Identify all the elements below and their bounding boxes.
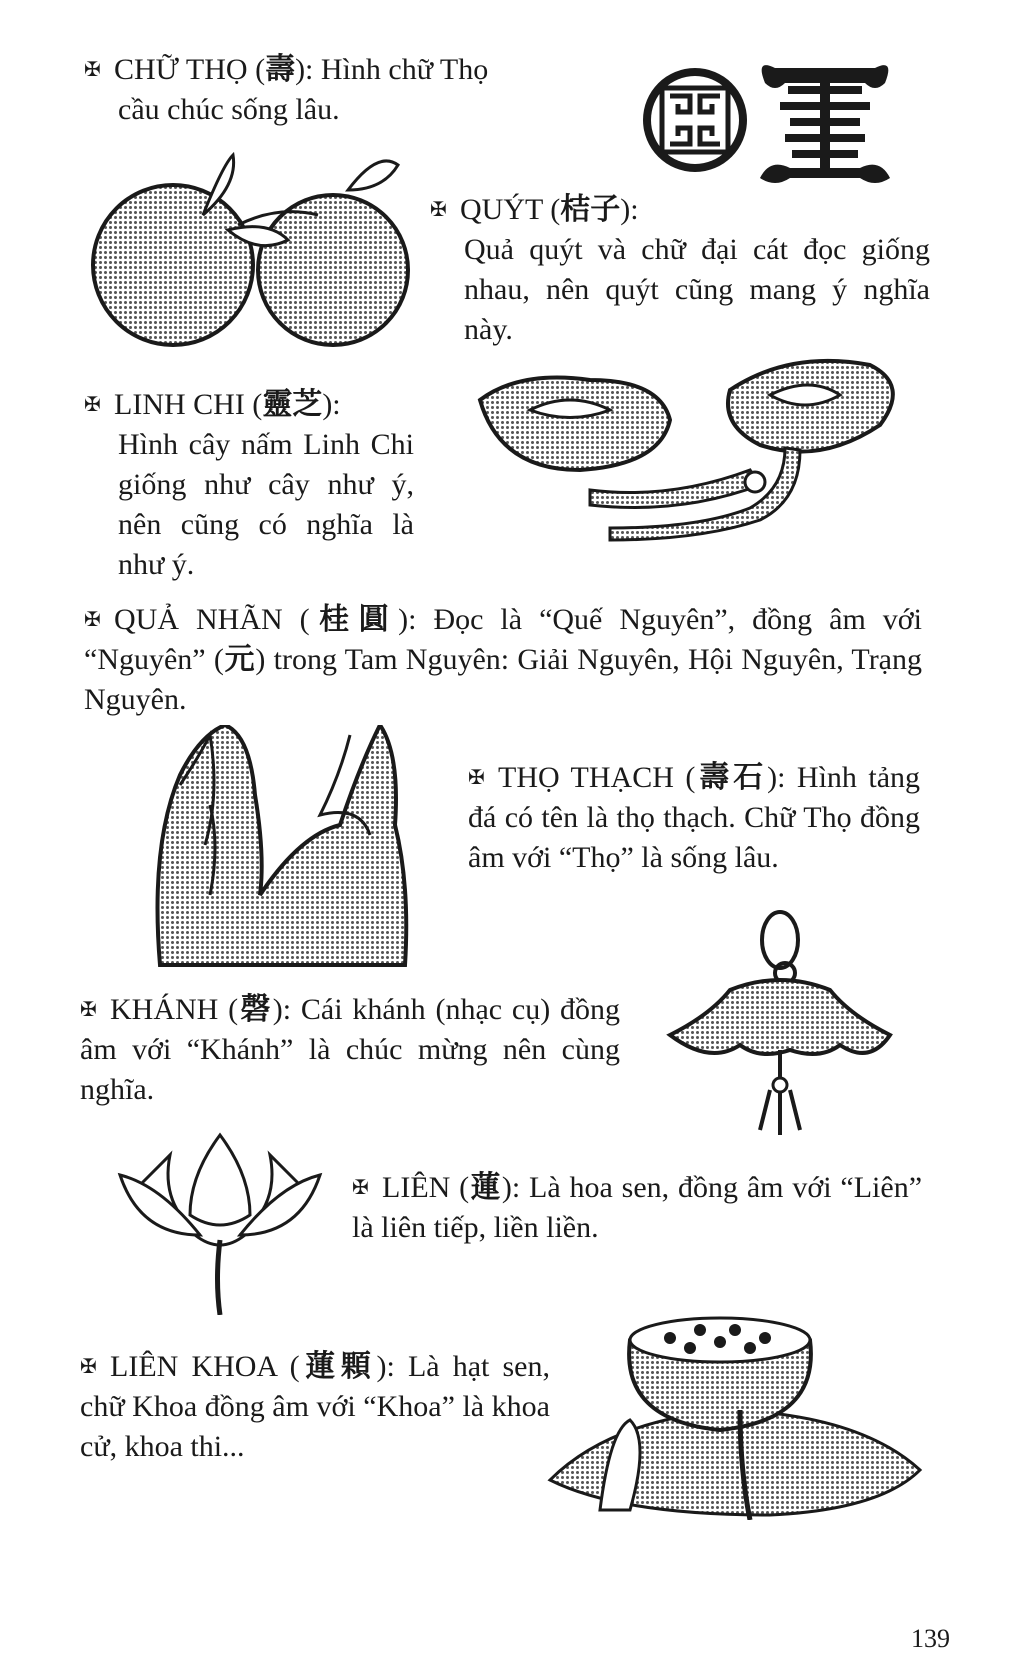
entry-title: THỌ THẠCH ( xyxy=(498,761,696,794)
entry-title: LIÊN ( xyxy=(382,1171,470,1204)
bullet-icon: ✠ xyxy=(430,199,447,221)
lingzhi-mushroom-illustration xyxy=(470,350,930,550)
entry-text: ): Là hạt sen, chữ Khoa đồng âm với “Khoa” là khoa cử, khoa thi... xyxy=(80,1350,550,1463)
entry-hanzi: 蓮 xyxy=(469,1170,502,1205)
entry-text: ): Là hoa sen, đồng âm với “Liên” là liên tiếp, liền liền. xyxy=(352,1171,923,1244)
bullet-icon: ✠ xyxy=(80,999,97,1021)
entry-tho-thach xyxy=(468,758,920,878)
entry-hanzi: 桔子 xyxy=(560,192,621,227)
entry-text: ): xyxy=(620,193,639,226)
entry-chu-tho xyxy=(84,50,624,130)
entry-text: ): Cái khánh (nhạc cụ) đồng âm với “Khánh” là chúc mừng nên cùng nghĩa. xyxy=(80,993,620,1106)
entry-lien-khoa xyxy=(80,1347,550,1467)
entry-hanzi-2: 元 xyxy=(223,642,256,677)
entry-description: Hình cây nấm Linh Chi giống như cây như ý, nên cũng có nghĩa là như ý. xyxy=(118,428,414,581)
entry-quyt xyxy=(430,190,930,350)
entry-hanzi: 壽 xyxy=(265,52,296,87)
entry-text: ): Đọc là “Quế Nguyên”, đồng âm với “Nguyên” ( xyxy=(84,603,922,676)
bullet-icon: ✠ xyxy=(84,59,101,81)
entry-title: QUẢ NHÃN ( xyxy=(114,603,310,636)
entry-text-line2: cầu chúc sống lâu. xyxy=(118,93,340,126)
bullet-icon: ✠ xyxy=(80,1356,97,1378)
lotus-seed-pod-illustration xyxy=(540,1310,930,1520)
entry-text-2: ) trong Tam Nguyên: Giải Nguyên, Hội Nguyên, Trạng Nguyên. xyxy=(84,643,923,716)
tangerine-illustration xyxy=(88,150,418,350)
entry-hanzi: 桂圓 xyxy=(309,602,399,637)
entry-hanzi: 蓮顆 xyxy=(299,1349,377,1384)
entry-khanh xyxy=(80,990,620,1110)
entry-qua-nhan xyxy=(84,600,922,720)
entry-hanzi: 磬 xyxy=(238,992,273,1027)
entry-title: CHỮ THỌ ( xyxy=(114,53,266,86)
entry-text: ): Hình chữ Thọ xyxy=(295,53,489,86)
entry-text: ): xyxy=(322,388,341,421)
entry-lien xyxy=(352,1168,922,1248)
bullet-icon: ✠ xyxy=(468,767,485,789)
longevity-rock-illustration xyxy=(140,725,420,975)
entry-title: KHÁNH ( xyxy=(110,993,239,1026)
entry-hanzi: 靈芝 xyxy=(262,387,323,422)
bullet-icon: ✠ xyxy=(84,394,101,416)
entry-description: Quả quýt và chữ đại cát đọc giống nhau, nên quýt cũng mang ý nghĩa này. xyxy=(464,233,930,346)
entry-linh-chi xyxy=(84,385,414,585)
entry-title: LIÊN KHOA ( xyxy=(110,1350,300,1383)
bullet-icon: ✠ xyxy=(84,609,101,631)
entry-title: QUÝT ( xyxy=(460,193,561,226)
entry-text: ): Hình tảng đá có tên là thọ thạch. Chữ Thọ đồng âm với “Thọ” là sống lâu. xyxy=(468,761,921,874)
entry-title: LINH CHI ( xyxy=(114,388,263,421)
page-number: 139 xyxy=(911,1624,950,1653)
bullet-icon: ✠ xyxy=(352,1177,369,1199)
entry-hanzi: 壽石 xyxy=(695,760,768,795)
lotus-flower-illustration xyxy=(110,1125,330,1315)
stone-chime-illustration xyxy=(660,905,900,1145)
longevity-symbol-illustration xyxy=(640,48,900,198)
